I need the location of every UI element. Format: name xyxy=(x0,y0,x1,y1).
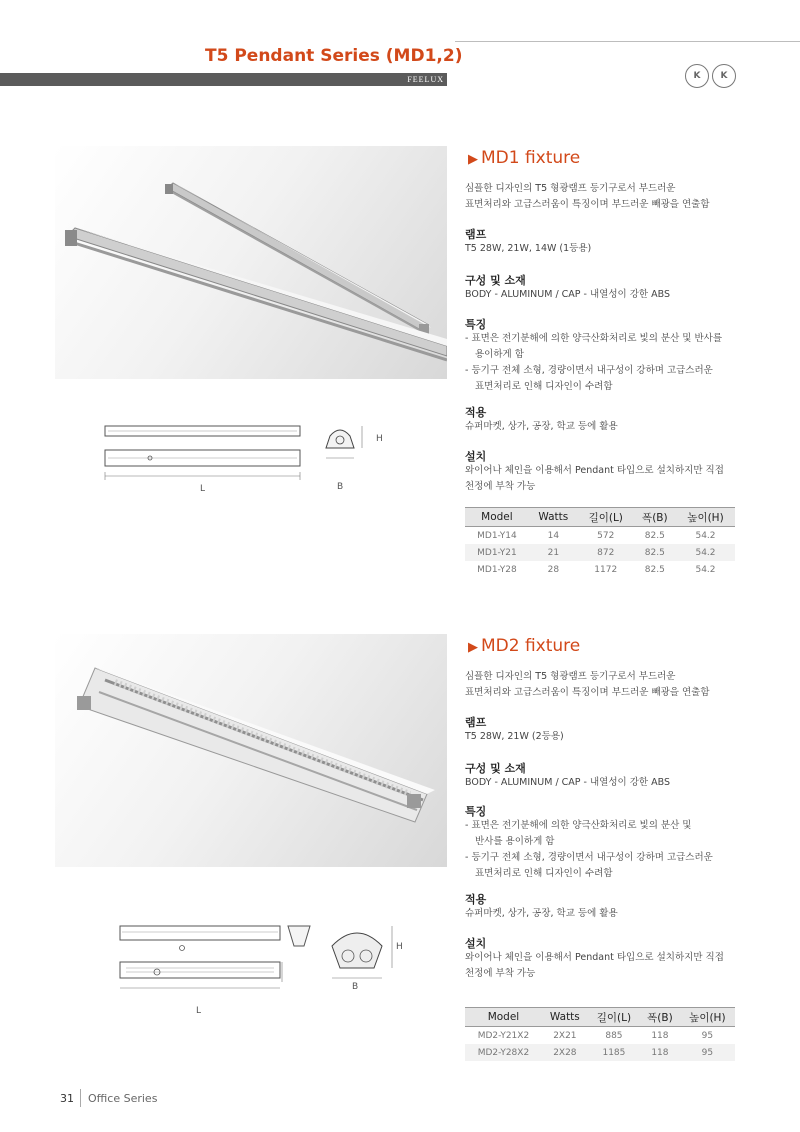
column-header: 폭(B) xyxy=(634,508,676,527)
md1-application-title: 적용 xyxy=(465,406,487,419)
column-header: 높이(H) xyxy=(676,508,735,527)
table-row xyxy=(465,544,735,561)
page-title: T5 Pendant Series (MD1,2) xyxy=(205,46,463,66)
table-cell: 1185 xyxy=(588,1044,640,1061)
footer-label: Office Series xyxy=(88,1092,158,1105)
page-number: 31 xyxy=(60,1092,74,1105)
table-cell: MD1-Y14 xyxy=(477,530,517,541)
brand-label: FEELUX xyxy=(407,75,444,84)
table-row xyxy=(465,1044,735,1061)
table-cell: 14 xyxy=(547,530,560,541)
md2-application-title: 적용 xyxy=(465,893,487,906)
md1-spec-table xyxy=(465,507,735,578)
table-cell: 95 xyxy=(701,1030,714,1041)
ks-cert-icon: K xyxy=(685,64,709,88)
md2-application-text: 슈퍼마켓, 상가, 공장, 학교 등에 활용 xyxy=(465,908,618,919)
md2-feature-title: 특징 xyxy=(465,805,487,818)
md1-heading-text: MD1 fixture xyxy=(481,148,581,168)
md1-features xyxy=(465,331,722,395)
md1-lamp-text: T5 28W, 21W, 14W (1등용) xyxy=(465,243,592,254)
table-cell: 1172 xyxy=(594,564,618,575)
md2-description xyxy=(465,669,710,701)
md2-feature-line: - 등기구 전체 소형, 경량이면서 내구성이 강하며 고급스러운 xyxy=(465,852,713,863)
md2-lamp-title: 램프 xyxy=(465,716,487,729)
md1-product-photo xyxy=(55,146,447,379)
md2-description-line: 표면처리와 고급스러움이 특징이며 부드러운 빼광을 연출함 xyxy=(465,687,710,698)
column-header: Model xyxy=(465,1008,542,1027)
md2-width-label: B xyxy=(352,982,359,992)
k-cert-icon: K xyxy=(712,64,736,88)
md2-description-line: 심플한 디자인의 T5 형광램프 등기구로서 부드러운 xyxy=(465,671,676,682)
table-cell: 95 xyxy=(680,1044,735,1061)
md1-height-label: H xyxy=(376,434,383,444)
table-cell: 885 xyxy=(605,1030,623,1041)
md2-material-title: 구성 및 소재 xyxy=(465,762,526,775)
md2-heading-text: MD2 fixture xyxy=(481,636,581,656)
md1-lamp-title: 램프 xyxy=(465,228,487,241)
md1-heading xyxy=(468,148,580,168)
md2-feature-line: - 표면은 전기분해에 의한 양극산화처리로 빛의 분산 및 xyxy=(465,820,692,831)
md2-feature-line: 표면처리로 인해 디자인이 수려함 xyxy=(475,868,613,879)
column-header: 길이(L) xyxy=(578,508,634,527)
column-header: Watts xyxy=(529,508,578,527)
table-cell: 54.2 xyxy=(695,564,716,575)
table-cell: 82.5 xyxy=(634,544,676,561)
md2-feature-line: 반사를 용이하게 함 xyxy=(475,836,555,847)
triangle-bullet-icon: ▶ xyxy=(468,640,478,655)
header-rule xyxy=(455,41,800,42)
table-cell: MD1-Y21 xyxy=(465,544,529,561)
md2-features xyxy=(465,818,713,882)
md1-dimension-drawing xyxy=(100,418,370,498)
md1-install-text xyxy=(465,463,724,495)
table-cell: 82.5 xyxy=(644,564,665,575)
table-cell: 572 xyxy=(597,530,615,541)
md1-width-label: B xyxy=(337,482,344,492)
table-header-row xyxy=(465,508,735,527)
md1-install-line: 천정에 부착 가능 xyxy=(465,481,536,492)
table-row xyxy=(465,527,735,545)
md1-feature-title: 특징 xyxy=(465,318,487,331)
md1-feature-line: - 등기구 전체 소형, 경량이면서 내구성이 강하며 고급스러운 xyxy=(465,365,713,376)
md2-spec-table xyxy=(465,1007,735,1061)
md1-install-line: 와이어나 체인을 이용해서 Pendant 타입으로 설치하지만 직접 xyxy=(465,465,724,476)
table-cell: MD2-Y21X2 xyxy=(477,1030,530,1041)
md1-install-title: 설치 xyxy=(465,450,487,463)
table-header-row xyxy=(465,1008,735,1027)
md1-material-text: BODY - ALUMINUM / CAP - 내열성이 강한 ABS xyxy=(465,289,670,300)
triangle-bullet-icon: ▶ xyxy=(468,152,478,167)
table-cell: 21 xyxy=(529,544,578,561)
table-cell: 118 xyxy=(640,1044,680,1061)
md2-install-text xyxy=(465,950,724,982)
table-cell: 872 xyxy=(578,544,634,561)
md2-lamp-text: T5 28W, 21W (2등용) xyxy=(465,731,564,742)
column-header: 폭(B) xyxy=(640,1008,680,1027)
md2-product-photo xyxy=(55,634,447,867)
table-cell: 28 xyxy=(547,564,560,575)
md1-application-text: 슈퍼마켓, 상가, 공장, 학교 등에 활용 xyxy=(465,421,618,432)
md2-length-label: L xyxy=(196,1006,202,1016)
table-cell: 54.2 xyxy=(695,530,716,541)
md2-install-line: 천정에 부착 가능 xyxy=(465,968,536,979)
table-cell: 2X21 xyxy=(553,1030,577,1041)
md2-install-line: 와이어나 체인을 이용해서 Pendant 타입으로 설치하지만 직접 xyxy=(465,952,724,963)
md2-install-title: 설치 xyxy=(465,937,487,950)
md2-material-text: BODY - ALUMINUM / CAP - 내열성이 강한 ABS xyxy=(465,777,670,788)
md2-dimension-drawing xyxy=(112,916,412,998)
md1-feature-line: - 표면은 전기분해에 의한 양극산화처리로 빛의 분산 및 반사를 xyxy=(465,333,723,344)
footer-divider xyxy=(80,1089,81,1107)
md1-material-title: 구성 및 소재 xyxy=(465,274,526,287)
table-row xyxy=(465,561,735,578)
md1-feature-line: 표면처리로 인해 디자인이 수려함 xyxy=(475,381,613,392)
table-cell: MD2-Y28X2 xyxy=(465,1044,542,1061)
md2-heading xyxy=(468,636,580,656)
md1-description-line: 심플한 디자인의 T5 형광램프 등기구로서 부드러운 xyxy=(465,183,676,194)
column-header: 길이(L) xyxy=(588,1008,640,1027)
column-header: Watts xyxy=(542,1008,588,1027)
md1-description-line: 표면처리와 고급스러움이 특징이며 부드러운 빼광을 연출함 xyxy=(465,199,710,210)
column-header: Model xyxy=(465,508,529,527)
table-cell: 118 xyxy=(651,1030,669,1041)
column-header: 높이(H) xyxy=(680,1008,735,1027)
md1-description xyxy=(465,181,710,213)
table-cell: 82.5 xyxy=(644,530,665,541)
md1-feature-line: 용이하게 함 xyxy=(475,349,524,360)
md2-height-label: H xyxy=(396,942,403,952)
table-cell: 2X28 xyxy=(542,1044,588,1061)
table-cell: 54.2 xyxy=(676,544,735,561)
table-row xyxy=(465,1027,735,1045)
md1-length-label: L xyxy=(200,484,206,494)
table-cell: MD1-Y28 xyxy=(477,564,517,575)
